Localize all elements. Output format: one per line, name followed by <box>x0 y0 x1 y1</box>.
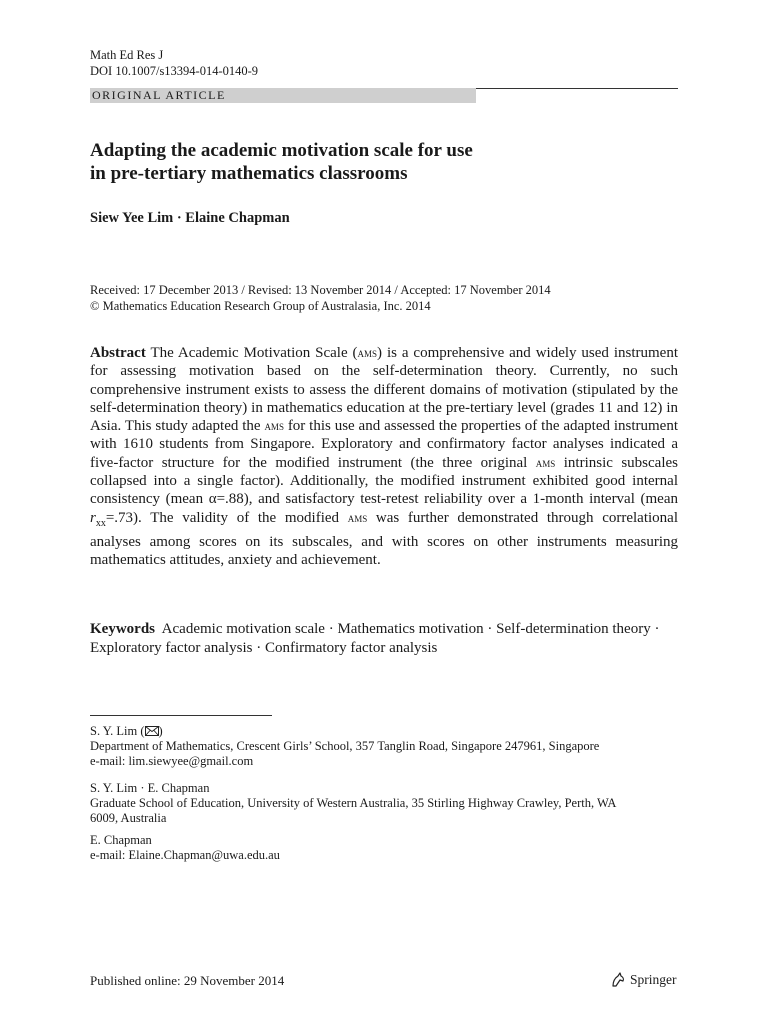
abstract-text: The Academic Motivation Scale ( <box>145 345 358 361</box>
fn2-names: S. Y. Lim · E. Chapman <box>90 781 210 795</box>
springer-logo <box>610 972 677 988</box>
rxx-subscript: xx <box>95 517 106 529</box>
journal-name: Math Ed Res J <box>90 48 164 62</box>
fn1-name-end: ) <box>158 724 163 738</box>
ams-acronym: ams <box>535 454 556 470</box>
published-online: Published online: 29 November 2014 <box>90 973 285 988</box>
springer-horse-icon <box>610 972 626 988</box>
abstract-text: ) is a comprehensive and widely used instrument for assessing motivation based on the self-determination theory. Currently, no such comprehensive instrument exists to assess the different domains of motivation (stipulated by the self-determination theory) in mathematics education at the pre-tertiary level (grades 11 and 12) in Asia. This study adapted the <box>90 345 678 435</box>
header-rule <box>476 88 678 89</box>
authors: Siew Yee Lim · Elaine Chapman <box>90 210 290 226</box>
footnote-rule <box>90 715 272 716</box>
fn1-department: Department of Mathematics, Crescent Girls’ School, 357 Tanglin Road, Singapore 247961, Singapore <box>90 739 600 753</box>
footnote-corresponding-author <box>90 724 678 769</box>
title-line-2: in pre-tertiary mathematics classrooms <box>90 163 408 184</box>
fn3-name: E. Chapman <box>90 833 152 847</box>
title-line-1: Adapting the academic motivation scale for use <box>90 140 473 161</box>
envelope-icon[interactable] <box>145 726 159 736</box>
fn2-address-line-1: Graduate School of Education, University of Western Australia, 35 Stirling Highway Crawley, Perth, WA <box>90 796 617 810</box>
history-dates: Received: 17 December 2013 / Revised: 13 November 2014 / Accepted: 17 November 2014 <box>90 283 551 297</box>
doi[interactable]: DOI 10.1007/s13394-014-0140-9 <box>90 64 259 78</box>
paper-title <box>90 139 650 185</box>
rxx-symbol: r <box>90 509 96 526</box>
fn3-email[interactable]: e-mail: Elaine.Chapman@uwa.edu.au <box>90 848 280 862</box>
abstract-text: for this use and assessed the properties of the adapted instrument with 1610 students from Singapore. Exploratory and confirmatory factor analyses indicated a five-factor structure for the modified instrument (the three original <box>90 418 679 471</box>
article-history <box>90 282 551 314</box>
fn2-address-line-2: 6009, Australia <box>90 811 167 825</box>
ams-acronym: ams <box>264 418 284 434</box>
abstract-text: was further demonstrated through correlational analyses among scores on its subscales, and with scores on other instruments measuring mathematics attitudes, anxiety and achievement. <box>90 509 678 569</box>
fn1-name: S. Y. Lim ( <box>90 724 145 738</box>
abstract <box>90 344 678 570</box>
abstract-text: =.73). The validity of the modified <box>105 509 348 526</box>
publisher-name: Springer <box>630 972 677 987</box>
footnote-affiliation <box>90 781 678 826</box>
fn1-email[interactable]: e-mail: lim.siewyee@gmail.com <box>90 754 254 768</box>
journal-header <box>90 47 258 79</box>
footnote-second-author <box>90 833 678 863</box>
ams-acronym: ams <box>347 509 368 525</box>
keywords <box>90 620 678 658</box>
ams-acronym: ams <box>357 345 378 360</box>
copyright: © Mathematics Education Research Group of Australasia, Inc. 2014 <box>90 299 431 313</box>
keywords-label: Keywords <box>90 621 155 637</box>
keywords-text: Academic motivation scale · Mathematics motivation · Self-determination theory · Exploratory factor analysis · Confirmatory factor analysis <box>90 621 664 656</box>
abstract-label: Abstract <box>90 345 146 361</box>
article-type-bar: ORIGINAL ARTICLE <box>90 88 476 103</box>
abstract-text: intrinsic subscales collapsed into a single factor). Additionally, the modified instrument exhibited good internal consistency (mean α=.88), and satisfactory test-retest reliability over a 1-month interval (mean <box>90 454 678 508</box>
